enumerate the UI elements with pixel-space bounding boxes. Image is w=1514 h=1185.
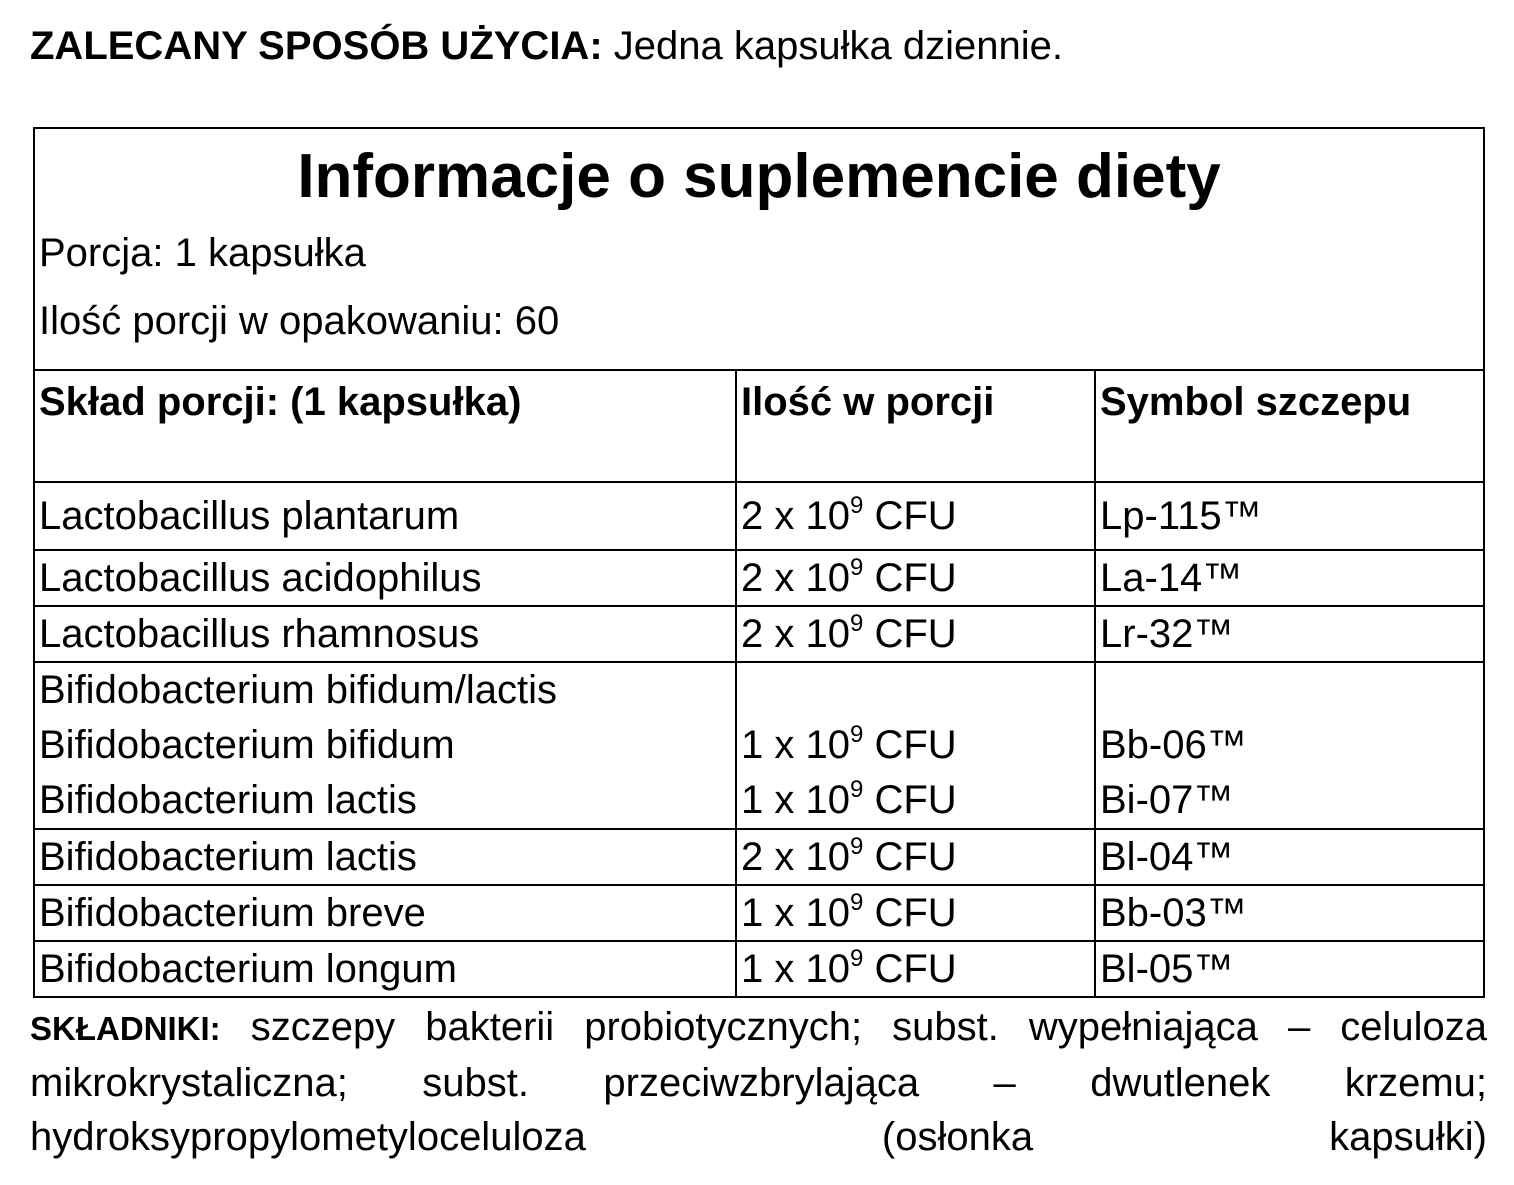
strain-symbol: Bl-04™ [1095, 829, 1484, 885]
ingredient-name: Bifidobacterium lactis [39, 778, 417, 822]
supplement-facts-table [33, 127, 1485, 998]
ingredient-name: Lactobacillus rhamnosus [34, 606, 736, 662]
group-name: Bifidobacterium bifidum/lactis [39, 668, 557, 712]
ingredient-name: Lactobacillus acidophilus [34, 550, 736, 606]
table-row [34, 941, 1484, 997]
ingredient-amount: 1 x $10^9$ CFU [736, 941, 1095, 997]
ingredient-amount: 1 x $10^9$ CFU [741, 776, 957, 822]
table-row-group [34, 662, 1484, 829]
ingredient-amount: 2 x $10^9$ CFU [736, 829, 1095, 885]
table-title: Informacje o suplemencie diety [297, 142, 1221, 211]
table-row [34, 606, 1484, 662]
table-row [34, 885, 1484, 941]
ingredient-group-strains [1095, 662, 1484, 829]
usage-label: ZALECANY SPOSÓB UŻYCIA: [30, 24, 603, 68]
strain-symbol: Bi-07™ [1100, 778, 1234, 822]
servings-per-container: Ilość porcji w opakowaniu: 60 [39, 299, 560, 343]
strain-symbol: Bl-05™ [1095, 941, 1484, 997]
ingredients-text: szczepy bakterii probiotycznych; subst. wypełniająca – celuloza mikrokrystaliczna; subst. przeciwzbrylająca – dwutlenek krzemu; hydroksypropylometyloceluloza (osłonka kapsułki) [30, 1005, 1487, 1159]
column-header-strain: Symbol szczepu [1095, 370, 1484, 482]
ingredient-name: Bifidobacterium bifidum [39, 723, 455, 767]
strain-symbol: Bb-03™ [1095, 885, 1484, 941]
table-header [34, 128, 1484, 370]
serving-size: Porcja: 1 kapsułka [39, 231, 366, 275]
ingredient-amount: 2 x $10^9$ CFU [736, 606, 1095, 662]
ingredient-amount: 1 x $10^9$ CFU [736, 885, 1095, 941]
ingredient-name: Bifidobacterium longum [34, 941, 736, 997]
ingredients-section [30, 1000, 1487, 1164]
usage-instructions [30, 18, 1063, 74]
usage-text: Jedna kapsułka dziennie. [602, 24, 1063, 68]
ingredient-name: Lactobacillus plantarum [34, 482, 736, 550]
strain-symbol: La-14™ [1095, 550, 1484, 606]
ingredient-name: Bifidobacterium breve [34, 885, 736, 941]
table-row [34, 829, 1484, 885]
column-header-amount: Ilość w porcji [736, 370, 1095, 482]
column-header-composition: Skład porcji: (1 kapsułka) [34, 370, 736, 482]
ingredient-group-amounts [736, 662, 1095, 829]
ingredient-amount: 1 x $10^9$ CFU [741, 721, 957, 767]
strain-symbol: Lp-115™ [1095, 482, 1484, 550]
ingredient-amount: 2 x $10^9$ CFU [736, 482, 1095, 550]
ingredients-label: SKŁADNIKI: [30, 1010, 221, 1047]
table-row [34, 482, 1484, 550]
table-header-row [34, 128, 1484, 370]
ingredient-name: Bifidobacterium lactis [34, 829, 736, 885]
column-header-row [34, 370, 1484, 482]
strain-symbol: Lr-32™ [1095, 606, 1484, 662]
strain-symbol: Bb-06™ [1100, 723, 1247, 767]
ingredient-amount: 2 x $10^9$ CFU [736, 550, 1095, 606]
table-row [34, 550, 1484, 606]
ingredient-group-names [34, 662, 736, 829]
